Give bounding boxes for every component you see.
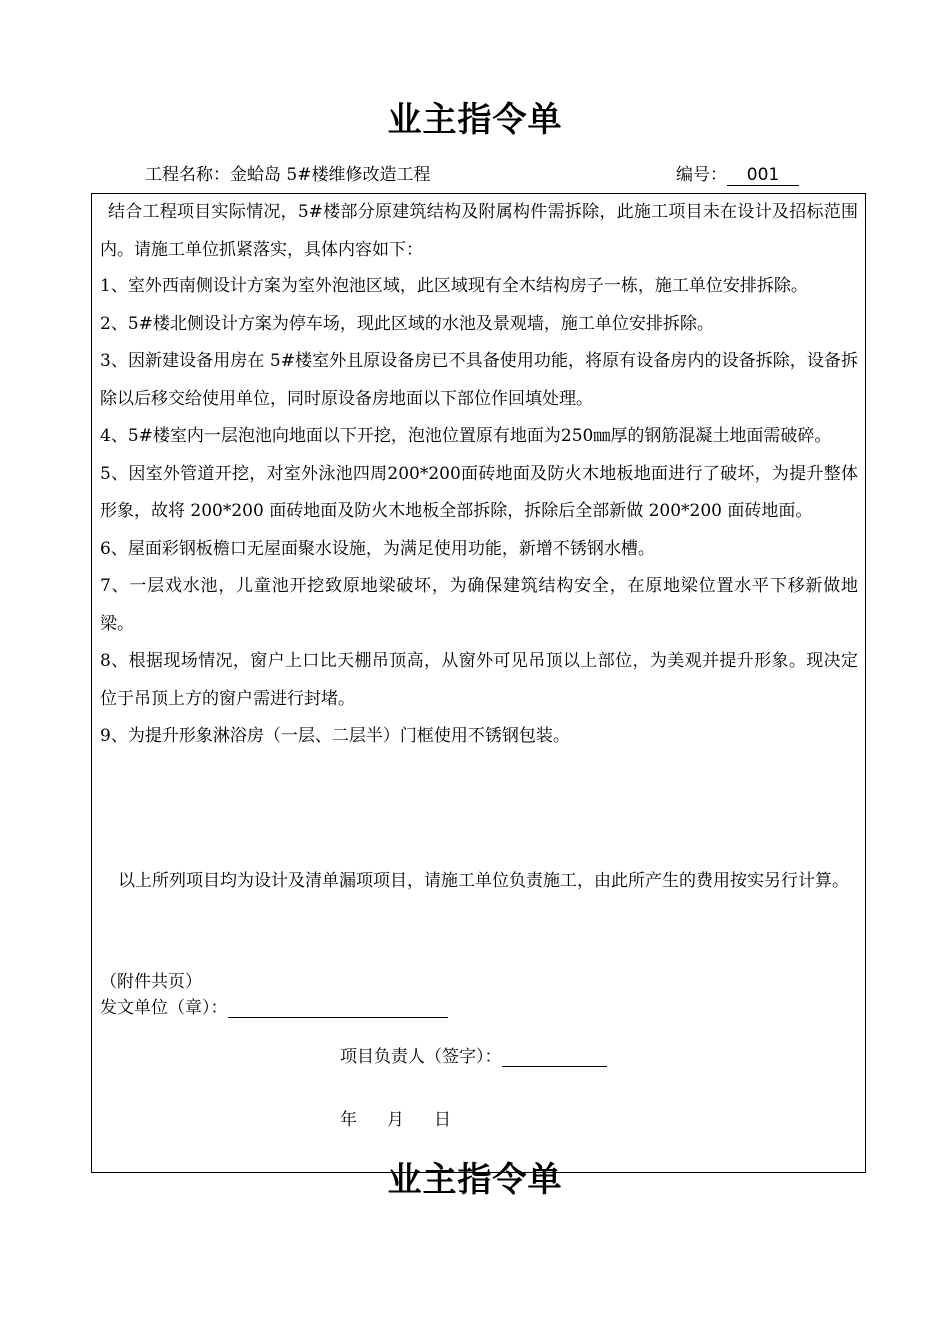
date-year: 年 xyxy=(340,1110,357,1130)
date-month: 月 xyxy=(387,1110,404,1130)
number-label: 编号： xyxy=(676,165,727,185)
attachment-note: （附件共页） xyxy=(100,972,202,992)
closing-paragraph: 以上所列项目均为设计及清单漏项项目，请施工单位负责施工，由此所产生的费用按实另行计算。 xyxy=(118,871,849,891)
list-item: 7、一层戏水池，儿童池开挖致原地梁破坏，为确保建筑结构安全，在原地梁位置水平下移新做地梁。 xyxy=(100,576,858,634)
list-item: 8、根据现场情况，窗户上口比天棚吊顶高，从窗外可见吊顶以上部位，为美观并提升形象。现决定位于吊顶上方的窗户需进行封堵。 xyxy=(100,651,858,709)
list-item: 2、5#楼北侧设计方案为停车场，现此区域的水池及景观墙，施工单位安排拆除。 xyxy=(100,313,714,334)
leader-field xyxy=(340,1042,607,1067)
issuer-field xyxy=(100,993,448,1018)
leader-signature-line[interactable] xyxy=(502,1046,607,1067)
document-number xyxy=(676,160,799,186)
date-field xyxy=(340,1105,481,1130)
list-item: 6、屋面彩钢板檐口无屋面聚水设施，为满足使用功能，新增不锈钢水槽。 xyxy=(100,538,655,559)
project-name: 工程名称：金蛤岛 5#楼维修改造工程 xyxy=(145,165,431,185)
issuer-signature-line[interactable] xyxy=(228,997,448,1018)
list-item: 1、室外西南侧设计方案为室外泡池区域，此区域现有全木结构房子一栋，施工单位安排拆除。 xyxy=(100,276,808,296)
date-day: 日 xyxy=(434,1110,451,1130)
list-item: 5、因室外管道开挖，对室外泳池四周200*200面砖地面及防火木地板地面进行了破坏，为提升整体形象，故将 200*200 面砖地面及防火木地板全部拆除，拆除后全部新做 200*200 面砖地面。 xyxy=(100,463,858,521)
page-title-repeat: 业主指令单 xyxy=(387,1160,563,1200)
number-value: 001 xyxy=(727,165,799,186)
leader-label: 项目负责人（签字）： xyxy=(340,1047,502,1067)
list-item: 3、因新建设备用房在 5#楼室外且原设备房已不具备使用功能，将原有设备房内的设备拆除，设备拆除以后移交给使用单位，同时原设备房地面以下部位作回填处理。 xyxy=(100,351,858,409)
list-item: 9、为提升形象淋浴房（一层、二层半）门框使用不锈钢包装。 xyxy=(100,726,570,746)
item-list xyxy=(100,268,858,756)
list-item: 4、5#楼室内一层泡池向地面以下开挖，泡池位置原有地面为250㎜厚的钢筋混凝土地面需破碎。 xyxy=(100,426,832,446)
page-title: 业主指令单 xyxy=(387,100,563,140)
intro-paragraph: 结合工程项目实际情况，5#楼部分原建筑结构及附属构件需拆除，此施工项目未在设计及招标范围内。请施工单位抓紧落实，具体内容如下： xyxy=(100,202,858,260)
issuer-label: 发文单位（章）： xyxy=(100,998,228,1018)
